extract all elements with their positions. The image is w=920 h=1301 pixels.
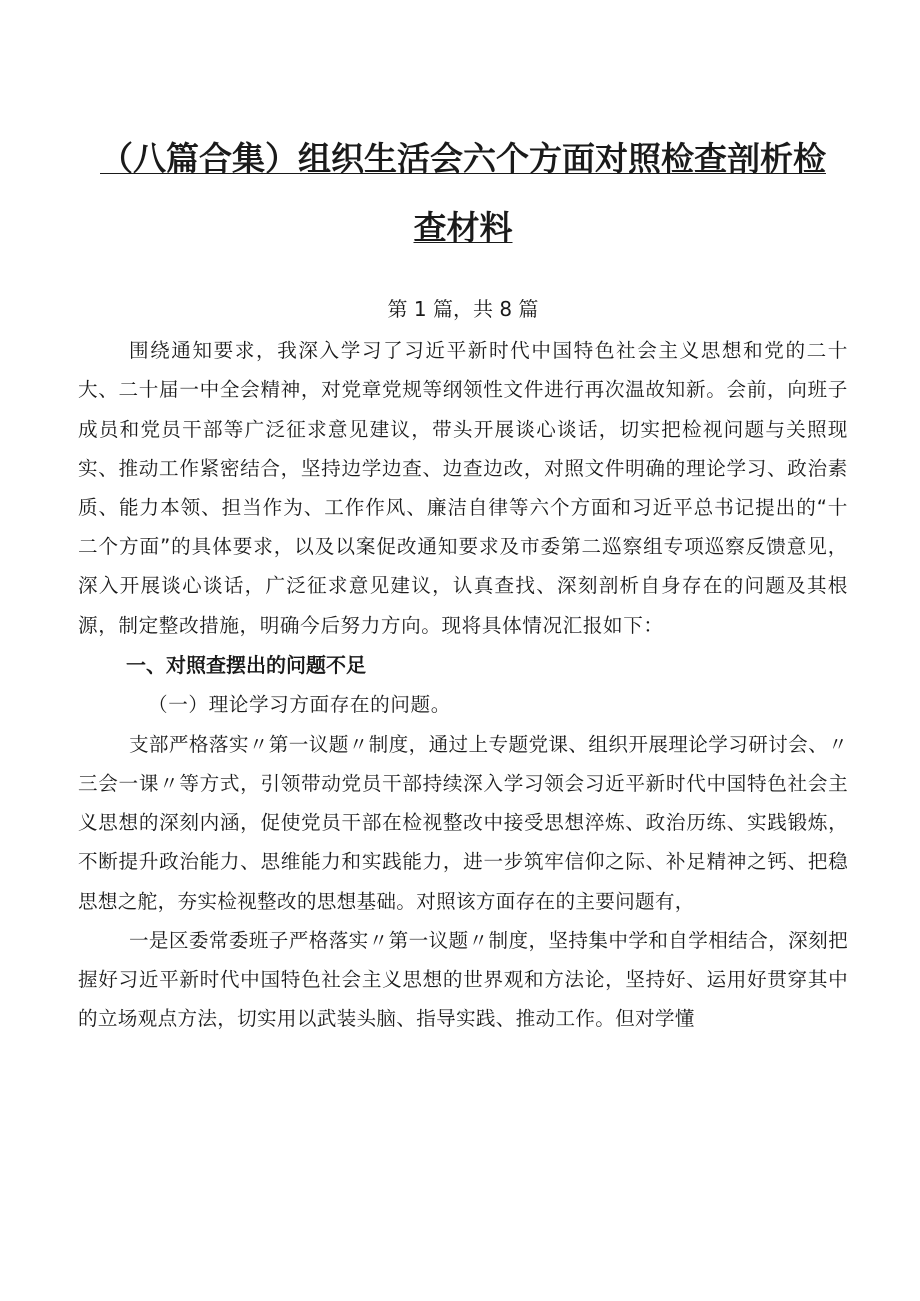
document-body — [78, 331, 848, 1038]
body-paragraph-1: 支部严格落实〃第一议题〃制度，通过上专题党课、组织开展理论学习研讨会、〃三会一课〃等方式，引领带动党员干部持续深入学习领会习近平新时代中国特色社会主义思想的深刻内涵，促使党员干部在检视整改中接受思想淬炼、政治历练、实践锻炼，不断提升政治能力、思维能力和实践能力，进一步筑牢信仰之际、补足精神之钙、把稳思想之舵，夯实检视整改的思想基础。对照该方面存在的主要问题有， — [78, 732, 848, 913]
document-title-text-2: 查材料 — [413, 207, 513, 247]
intro-paragraph: 围绕通知要求，我深入学习了习近平新时代中国特色社会主义思想和党的二十大、二十届一中全会精神，对党章党规等纲领性文件进行再次温故知新。会前，向班子成员和党员干部等广泛征求意见建议，带头开展谈心谈话，切实把检视问题与关照现实、推动工作紧密结合，坚持边学边查、边查边改，对照文件明确的理论学习、政治素质、能力本领、担当作为、工作作风、廉洁自律等六个方面和习近平总书记提出的“十二个方面”的具体要求，以及以案促改通知要求及市委第二巡察组专项巡察反馈意见，深入开展谈心谈话，广泛征求意见建议，认真查找、深刻剖析自身存在的问题及其根源，制定整改措施，明确今后努力方向。现将具体情况汇报如下： — [78, 339, 848, 637]
document-subtitle: 第 1 篇，共 8 篇 — [387, 297, 539, 322]
document-title-line-1 — [78, 139, 848, 179]
document-title-line-2 — [78, 208, 848, 248]
body-paragraph-2: 一是区委常委班子严格落实〃第一议题〃制度，坚持集中学和自学相结合，深刻把握好习近平新时代中国特色社会主义思想的世界观和方法论，坚持好、运用好贯穿其中的立场观点方法，切实用以武装头脑、指导实践、推动工作。但对学懂 — [78, 928, 848, 1031]
subsection-heading-1: （一）理论学习方面存在的问题。 — [148, 692, 451, 716]
section-heading-1: 一、对照查摆出的问题不足 — [126, 652, 366, 677]
document-title-text-1: （八篇合集）组织生活会六个方面对照检查剖析检 — [100, 139, 826, 178]
